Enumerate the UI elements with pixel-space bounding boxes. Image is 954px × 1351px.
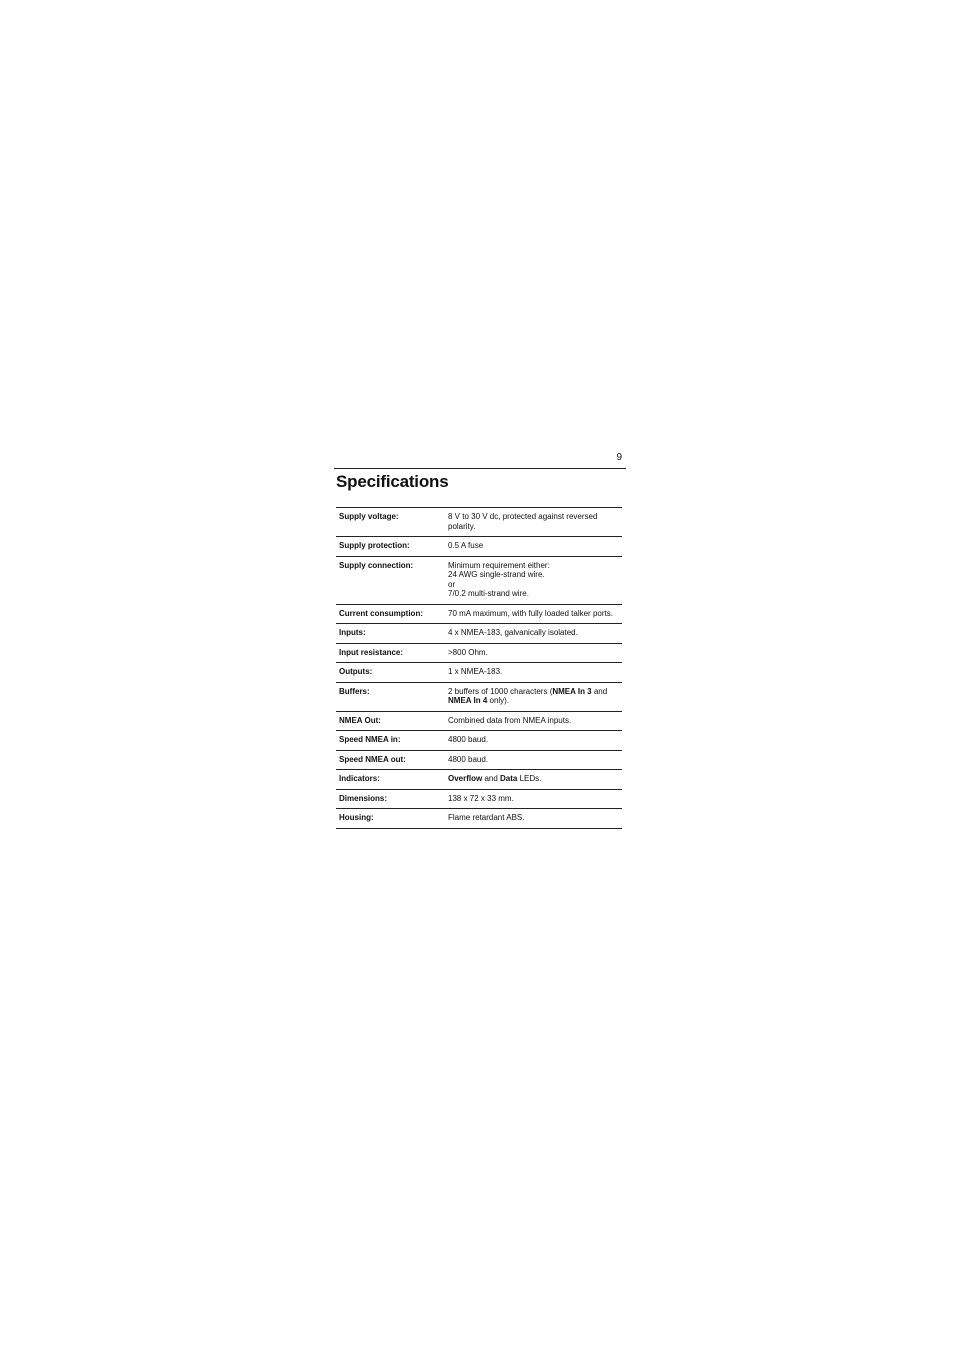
spec-label: Speed NMEA out: xyxy=(336,750,445,770)
spec-row xyxy=(336,809,622,829)
spec-value-line: >800 Ohm. xyxy=(448,647,488,657)
spec-value-line: Minimum requirement either: xyxy=(448,560,550,570)
spec-row xyxy=(336,682,622,711)
spec-value xyxy=(445,537,622,557)
spec-row xyxy=(336,731,622,751)
spec-label: Supply voltage: xyxy=(336,508,445,537)
spec-label: Outputs: xyxy=(336,663,445,683)
spec-value-line: polarity. xyxy=(448,521,476,531)
spec-row xyxy=(336,624,622,644)
spec-value-line: 0.5 A fuse xyxy=(448,541,484,550)
spec-value xyxy=(445,711,622,731)
spec-row xyxy=(336,537,622,557)
spec-label: Buffers: xyxy=(336,682,445,711)
spec-value-line: 138 x 72 x 33 mm. xyxy=(448,793,514,803)
spec-row xyxy=(336,750,622,770)
spec-value-emphasis: Data xyxy=(500,774,518,783)
spec-row xyxy=(336,643,622,663)
spec-value-line: Flame retardant ABS. xyxy=(448,813,525,822)
spec-row xyxy=(336,508,622,537)
spec-value-line: 24 AWG single-strand wire. xyxy=(448,570,545,579)
spec-value-text: and xyxy=(591,686,608,696)
spec-value-line: or xyxy=(448,579,456,589)
spec-label: Supply protection: xyxy=(336,537,445,557)
spec-label: Inputs: xyxy=(336,624,445,644)
spec-label: Indicators: xyxy=(336,770,445,790)
spec-value-emphasis: NMEA In 4 xyxy=(448,696,488,705)
spec-value-text: LEDs. xyxy=(517,774,542,783)
spec-value-line: 4 x NMEA-183, galvanically isolated. xyxy=(448,628,578,637)
spec-value-line: 4800 baud. xyxy=(448,735,489,744)
header-rule xyxy=(334,468,626,469)
spec-value-emphasis: NMEA In 3 xyxy=(552,686,592,696)
spec-label: NMEA Out: xyxy=(336,711,445,731)
spec-row xyxy=(336,556,622,604)
specifications-table xyxy=(336,507,622,829)
spec-value xyxy=(445,663,622,683)
spec-value-line: 4800 baud. xyxy=(448,754,489,764)
specifications-table-body xyxy=(336,508,622,829)
spec-value xyxy=(445,809,622,829)
spec-row xyxy=(336,663,622,683)
spec-value xyxy=(445,508,622,537)
spec-row xyxy=(336,770,622,790)
spec-label: Input resistance: xyxy=(336,643,445,663)
spec-value xyxy=(445,789,622,809)
spec-label: Supply connection: xyxy=(336,556,445,604)
spec-value-line: 8 V to 30 V dc, protected against reversed xyxy=(448,512,598,521)
spec-value xyxy=(445,750,622,770)
spec-label: Dimensions: xyxy=(336,789,445,809)
spec-value xyxy=(445,731,622,751)
spec-value-line: 7/0.2 multi-strand wire. xyxy=(448,589,529,598)
spec-value-text: 2 buffers of 1000 characters ( xyxy=(448,686,553,696)
spec-value-text: and xyxy=(482,774,501,783)
spec-label: Current consumption: xyxy=(336,604,445,624)
spec-label: Housing: xyxy=(336,809,445,829)
spec-row xyxy=(336,604,622,624)
page-number: 9 xyxy=(616,452,622,463)
spec-value-line: Combined data from NMEA inputs. xyxy=(448,715,572,725)
spec-value xyxy=(445,643,622,663)
spec-value xyxy=(445,556,622,604)
spec-row xyxy=(336,711,622,731)
spec-value-line: 1 x NMEA-183. xyxy=(448,667,503,676)
spec-label: Speed NMEA in: xyxy=(336,731,445,751)
spec-value xyxy=(445,770,622,790)
spec-row xyxy=(336,789,622,809)
spec-value xyxy=(445,624,622,644)
spec-value xyxy=(445,682,622,711)
spec-value xyxy=(445,604,622,624)
page-title: Specifications xyxy=(336,472,449,491)
spec-value-emphasis: Overflow xyxy=(448,774,483,783)
spec-value-text: only). xyxy=(487,696,510,705)
spec-value-line: 70 mA maximum, with fully loaded talker ports. xyxy=(448,608,613,618)
